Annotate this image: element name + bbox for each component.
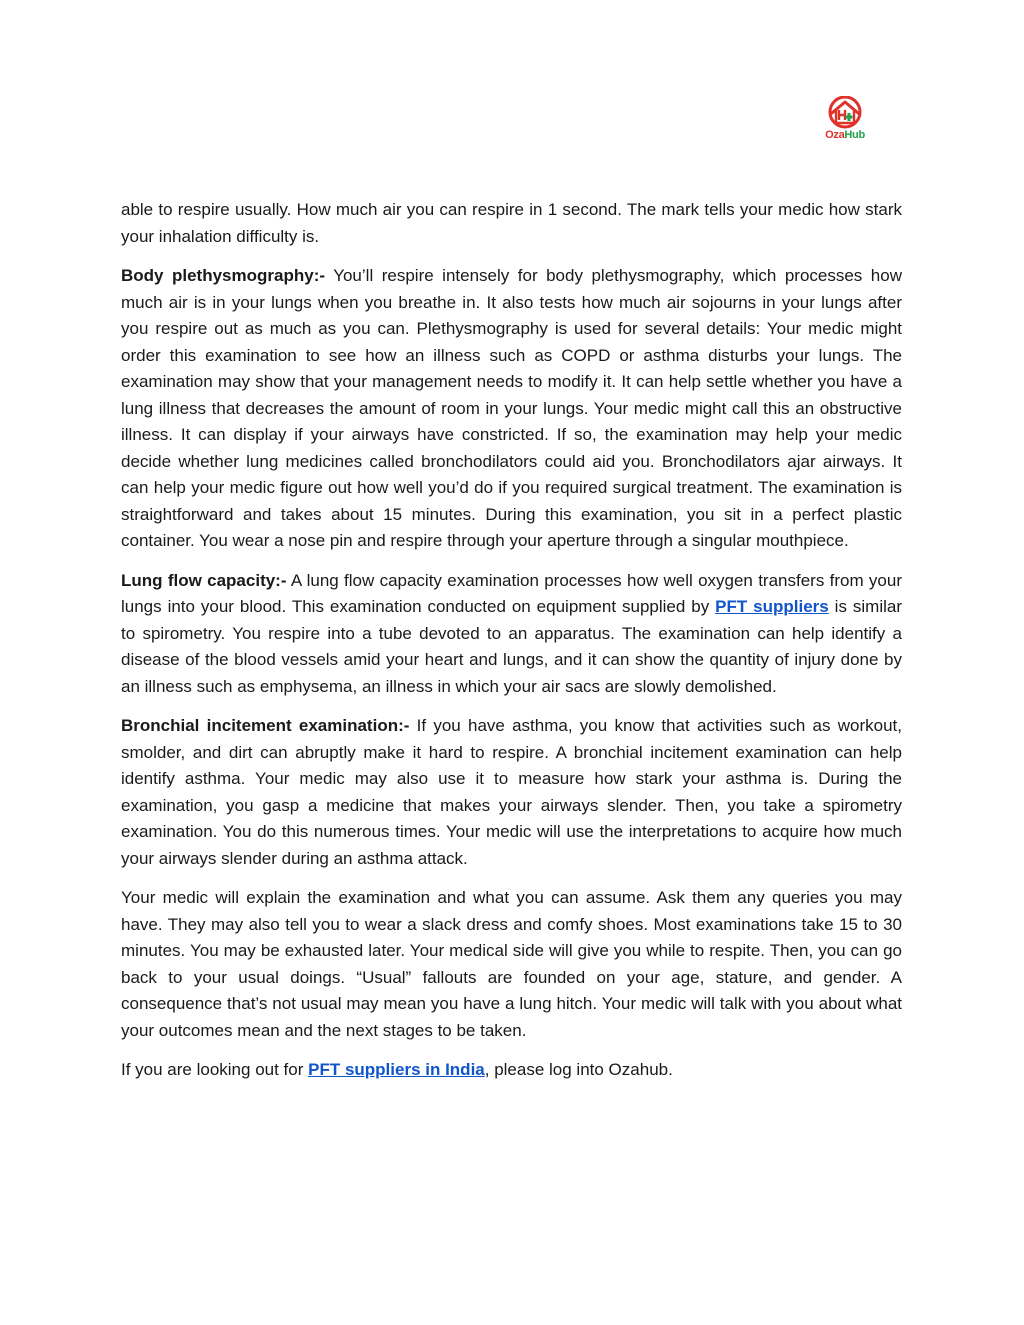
bronchial-incitement-paragraph [121,713,902,872]
bronchial-incitement-text: If you have asthma, you know that activities such as workout, smolder, and dirt can abruptly make it hard to respire. A bronchial incitement examination can help identify asthma. Your medic may also use it to measure how stark your asthma is. During the examination, you gasp a medicine that makes your airways slender. Then, you take a spirometry examination. You do this numerous times. Your medic will use the interpretations to acquire how much your airways slender during an asthma attack. [121,716,902,868]
lung-flow-capacity-text-b: is similar to spirometry. You respire into a tube devoted to an apparatus. The examination can help identify a disease of the blood vessels amid your heart and lungs, and it can show the quantity of injury done by an illness such as emphysema, an illness in which your air sacs are slowly demolished. [121,597,902,696]
logo-text-hub: Hub [844,129,865,141]
body-plethysmography-heading: Body plethysmography:- [121,266,326,285]
pft-suppliers-india-link[interactable]: PFT suppliers in India [308,1060,485,1079]
lung-flow-capacity-paragraph [121,568,902,701]
document-body [121,197,902,1097]
body-plethysmography-text: You’ll respire intensely for body plethysmography, which processes how much air is in your lungs when you breathe in. It also tests how much air sojourns in your lungs after you respire out as much as you can. Plethysmography is used for several details: Your medic might order this examination to see how an illness such as COPD or asthma disturbs your lungs. The examination may show that your management needs to modify it. It can help settle whether you have a lung illness that decreases the amount of room in your lungs. Your medic might call this an obstructive illness. It can display if your airways have constricted. If so, the examination may help your medic decide whether lung medicines called bronchodilators could aid you. Bronchodilators ajar airways. It can help your medic figure out how well you’d do if you required surgical treatment. The examination is straightforward and takes about 15 minutes. During this examination, you sit in a perfect plastic container. You wear a nose pin and respire through your aperture through a singular mouthpiece. [121,266,902,550]
logo-wordmark [818,129,872,141]
bronchial-incitement-heading: Bronchial incitement examination:- [121,716,410,735]
closing-text-b: , please log into Ozahub. [484,1060,673,1079]
ozahub-logo [818,96,872,146]
hospital-house-icon [818,96,872,130]
closing-text-a: If you are looking out for [121,1060,309,1079]
intro-paragraph: able to respire usually. How much air you can respire in 1 second. The mark tells your medic how stark your inhalation difficulty is. [121,200,902,246]
body-plethysmography-paragraph [121,263,902,555]
pft-suppliers-link[interactable]: PFT suppliers [715,597,829,616]
lung-flow-capacity-heading: Lung flow capacity:- [121,570,287,590]
lung-flow-capacity-text-a: A lung flow capacity examination processes how well oxygen transfers from your lungs into your blood. This examination conducted on equipment supplied by [121,570,903,616]
logo-text-oza: Oza [825,129,845,141]
closing-paragraph [121,1057,902,1084]
explanation-paragraph: Your medic will explain the examination and what you can assume. Ask them any queries you may have. They may also tell you to wear a slack dress and comfy shoes. Most examinations take 15 to 30 minutes. You may be exhausted later. Your medical side will give you while to respite. Then, you can go back to your usual doings. “Usual” fallouts are founded on your age, stature, and gender. A consequence that’s not usual may mean you have a lung hitch. Your medic will talk with you about what your outcomes mean and the next stages to be taken. [121,888,902,1040]
